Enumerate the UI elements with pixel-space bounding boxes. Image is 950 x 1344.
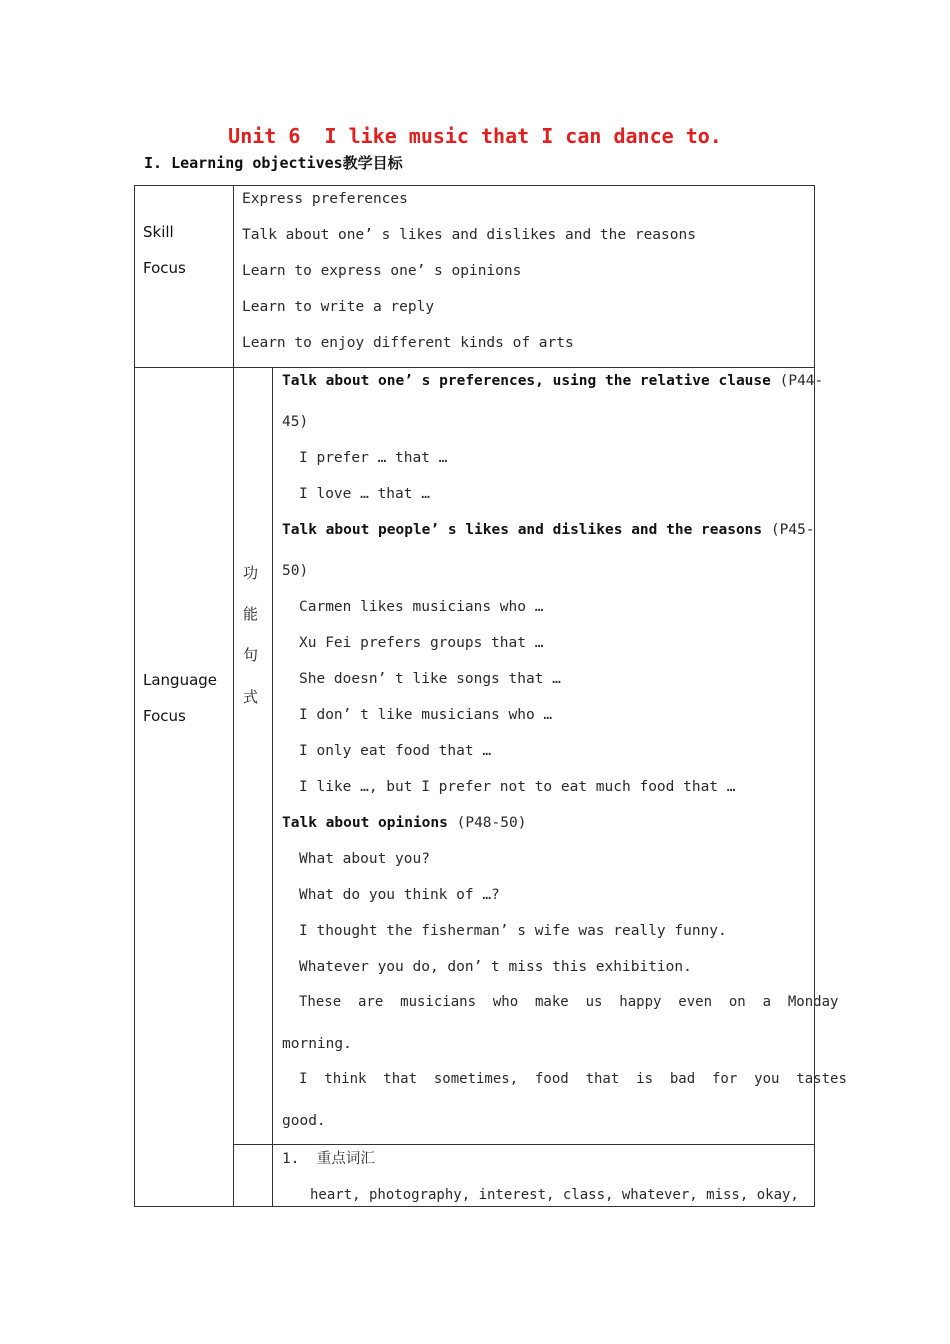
example-sentence-wrap: morning.: [282, 1036, 352, 1052]
example-sentence-wrap: good.: [282, 1113, 326, 1129]
table-subrow-divider: [233, 1144, 815, 1145]
example-sentence: She doesn’ t like songs that …: [299, 671, 561, 687]
example-sentence: I love … that …: [299, 486, 430, 502]
table-column-divider: [233, 185, 234, 1207]
function-sentence-label-char: 功: [243, 564, 259, 582]
language-label-line2: Focus: [143, 707, 186, 725]
language-label-line1: Language: [143, 671, 218, 689]
example-sentence: What do you think of …?: [299, 887, 500, 903]
function-sentence-label-char: 式: [243, 688, 259, 706]
page-ref: (P48-50): [456, 815, 527, 831]
example-sentence-long: These are musicians who make us happy even on a Monday: [299, 994, 839, 1010]
example-sentence: Carmen likes musicians who …: [299, 599, 544, 615]
language-focus-label: [143, 662, 217, 734]
section-title: [282, 814, 526, 832]
example-sentence: Xu Fei prefers groups that …: [299, 635, 544, 651]
table-border-left: [134, 185, 135, 1207]
table-border-top: [134, 185, 815, 186]
section-title: [282, 372, 823, 390]
example-sentence: What about you?: [299, 851, 430, 867]
function-sentence-label-char: 句: [243, 646, 259, 664]
skill-label-line1: Skill: [143, 223, 174, 241]
vocab-title: 1. 重点词汇: [282, 1151, 375, 1167]
example-sentence: I prefer … that …: [299, 450, 448, 466]
page-ref: (P44-: [779, 373, 824, 389]
table-border-right: [814, 185, 815, 1207]
example-sentence: I only eat food that …: [299, 743, 492, 759]
example-sentence: I like …, but I prefer not to eat much food that …: [299, 779, 736, 795]
document-title: Unit 6 I like music that I can dance to.: [228, 124, 722, 148]
example-sentence: I thought the fisherman’ s wife was really funny.: [299, 923, 727, 939]
skill-item: Learn to write a reply: [242, 299, 435, 315]
vocab-line: heart, photography, interest, class, whatever, miss, okay,: [310, 1187, 799, 1203]
section-heading: I. Learning objectives教学目标: [144, 154, 403, 172]
skill-item: Learn to enjoy different kinds of arts: [242, 335, 574, 351]
skill-focus-label: [143, 214, 186, 286]
section-title-text: Talk about opinions: [282, 815, 448, 831]
skill-label-line2: Focus: [143, 259, 186, 277]
page-ref: (P45-: [770, 522, 815, 538]
example-sentence: Whatever you do, don’ t miss this exhibition.: [299, 959, 692, 975]
section-title: [282, 521, 815, 539]
section-title-text: Talk about people’ s likes and dislikes and the reasons: [282, 522, 763, 538]
skill-item: Express preferences: [242, 191, 408, 207]
table-row-divider: [134, 367, 815, 368]
page-ref-continued: 45): [282, 414, 309, 430]
function-sentence-label-char: 能: [243, 605, 259, 623]
page-ref-continued: 50): [282, 563, 309, 579]
example-sentence-long: I think that sometimes, food that is bad for you tastes: [299, 1071, 847, 1087]
skill-item: Talk about one’ s likes and dislikes and the reasons: [242, 227, 696, 243]
skill-item: Learn to express one’ s opinions: [242, 263, 522, 279]
section-title-text: Talk about one’ s preferences, using the relative clause: [282, 373, 771, 389]
table-subcolumn-divider: [272, 367, 273, 1207]
table-border-bottom: [134, 1206, 815, 1207]
example-sentence: I don’ t like musicians who …: [299, 707, 553, 723]
